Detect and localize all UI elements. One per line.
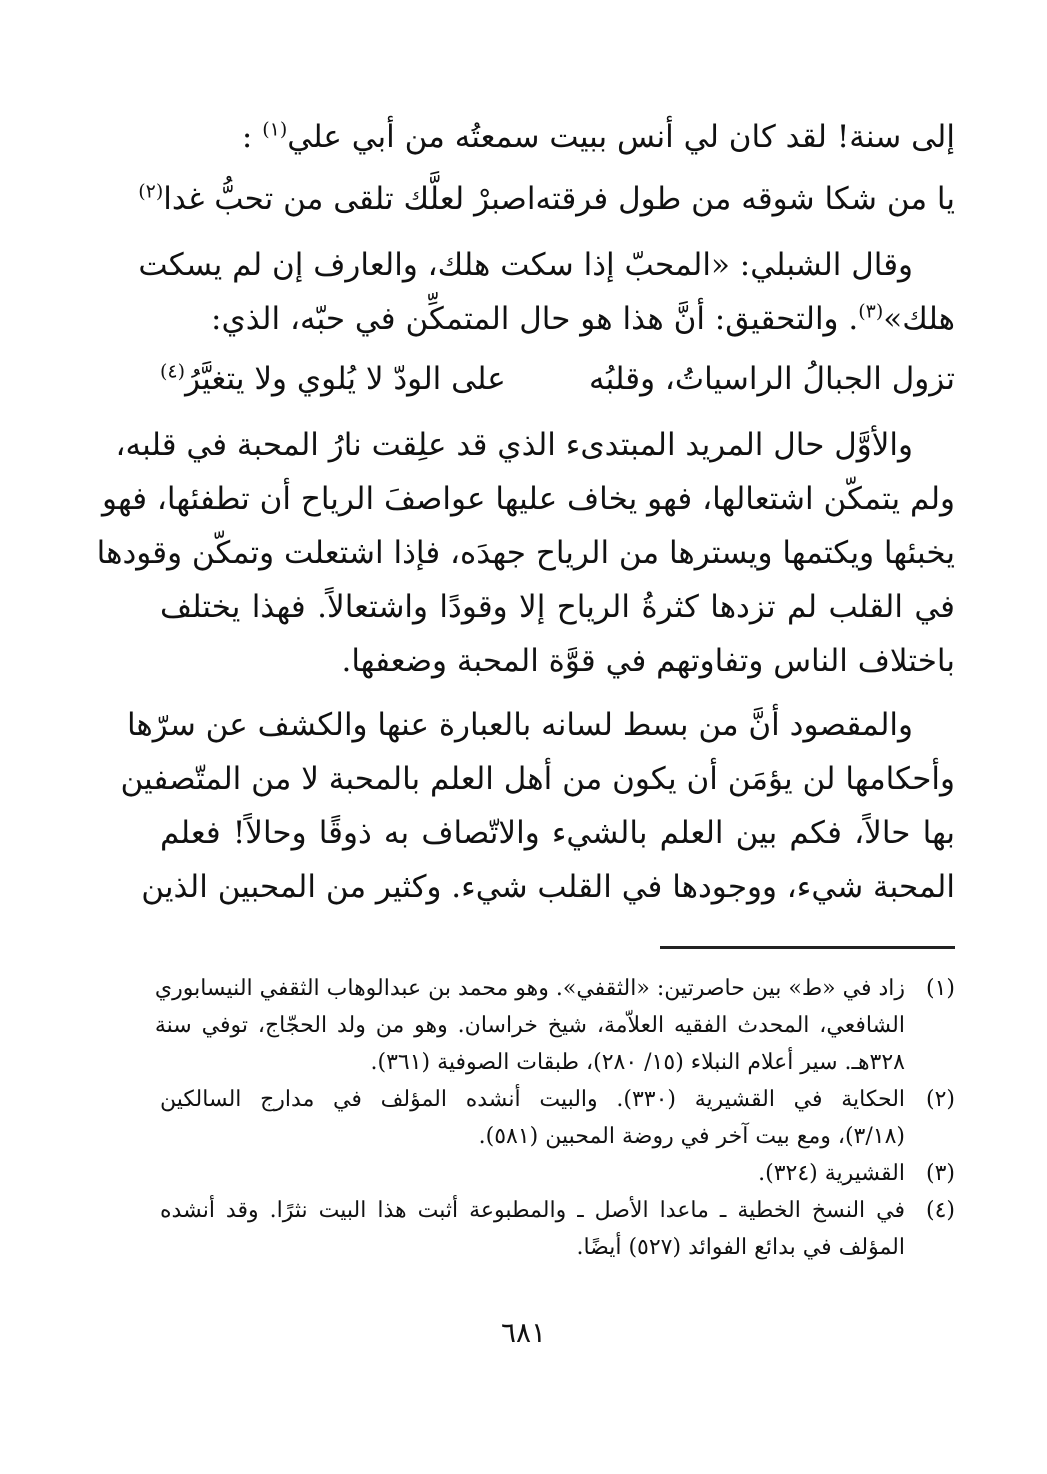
- para-3-line-3: بها حالاً، فكم بين العلم بالشيء والاتّصاف به ذوقًا وحالاً! فعلم: [160, 815, 955, 851]
- para-1-line-2: [160, 292, 955, 346]
- footnote-4: [160, 1192, 955, 1266]
- intro-text: إلى سنة! لقد كان لي أنس ببيت سمعتُه من أبي علي: [287, 119, 955, 155]
- footnote-1: [154, 970, 955, 1081]
- footnote-1-line-3: ٣٢٨هـ. سير أعلام النبلاء (١٥/ ٢٨٠)، طبقات الصوفية (٣٦١).: [370, 1050, 905, 1075]
- para-3-line-1: والمقصود أنَّ من بسط لسانه بالعبارة عنها والكشف عن سرّها: [126, 707, 913, 743]
- verse-1: [138, 172, 955, 226]
- footnote-4-number: (٤): [925, 1198, 955, 1223]
- verse-1-first-hemistich: يا من شكا شوقه من طول فرقته: [535, 181, 955, 217]
- para-2-line-3: يخبئها ويكتمها ويسترها من الرياح جهدَه، فإذا اشتعلت وتمكّن وقودها: [96, 535, 955, 571]
- footnotes: [154, 970, 955, 1266]
- footnote-2-line-2: (٣/١٨)، ومع بيت آخر في روضة المحبين (٥٨١).: [478, 1124, 905, 1149]
- footnote-ref-4[interactable]: (٤): [160, 360, 186, 383]
- footnote-ref-1[interactable]: (١): [262, 118, 288, 141]
- verse-2: [160, 352, 955, 406]
- para-1-line-2-end: . والتحقيق: أنَّ هذا هو حال المتمكِّن في حبّه، الذي:: [211, 301, 859, 337]
- footnote-1-line-2: الشافعي، المحدث الفقيه العلاّمة، شيخ خراسان. وهو من ولد الحجّاج، توفي سنة: [154, 1013, 905, 1038]
- footnote-1-line-1: زاد في «ط» بين حاصرتين: «الثقفي». وهو محمد بن عبدالوهاب الثقفي النيسابوري: [154, 976, 905, 1001]
- footnote-1-number: (١): [925, 976, 955, 1001]
- intro-line: [160, 110, 955, 164]
- footnote-divider: [660, 946, 955, 949]
- main-text: [96, 110, 955, 914]
- para-3-line-4: المحبة شيء، ووجودها في القلب شيء. وكثير من المحبين الذين: [141, 869, 955, 905]
- para-3-line-2: وأحكامها لن يؤمَن أن يكون من أهل العلم بالمحبة لا من المتّصفين: [120, 761, 955, 797]
- para-2-line-1: والأوَّل حال المريد المبتدىء الذي قد علِقت نارُ المحبة في قلبه،: [115, 427, 913, 463]
- footnote-2-body: [160, 1081, 905, 1155]
- verse-1-second-hemistich-wrap: [138, 172, 535, 226]
- footnote-3-body: [160, 1155, 905, 1192]
- para-2-line-2: ولم يتمكّن اشتعالها، فهو يخاف عليها عواصفَ الرياح أن تطفئها، فهو: [101, 481, 955, 517]
- page-number: ٦٨١: [500, 1316, 547, 1349]
- footnote-ref-2[interactable]: (٢): [138, 180, 164, 203]
- para-1-line-2-start: هلك»: [883, 301, 955, 337]
- verse-2-second-hemistich: على الودّ لا يُلوي ولا يتغيَّرُ: [185, 361, 506, 397]
- para-2-line-4: في القلب لم تزدها كثرةُ الرياح إلا وقودًا واشتعالاً. فهذا يختلف: [160, 589, 955, 625]
- footnote-ref-3[interactable]: (٣): [858, 300, 884, 323]
- paragraph-gap: [160, 688, 955, 698]
- footnote-3: [160, 1155, 955, 1192]
- para-1-line-1: وقال الشبلي: «المحبّ إذا سكت هلك، والعارف إن لم يسكت: [138, 247, 913, 283]
- verse-2-first-hemistich: تزول الجبالُ الراسياتُ، وقلبُه: [589, 361, 955, 397]
- footnote-3-line-1: القشيرية (٣٢٤).: [758, 1161, 905, 1186]
- verse-2-second-hemistich-wrap: [160, 352, 506, 406]
- verse-1-second-hemistich: اصبرْ لعلَّك تلقى من تحبُّ غدا: [163, 181, 536, 217]
- footnote-2-number: (٢): [925, 1087, 955, 1112]
- intro-colon: :: [241, 119, 263, 155]
- footnote-2-line-1: الحكاية في القشيرية (٣٣٠). والبيت أنشده المؤلف في مدارج السالكين: [160, 1087, 906, 1112]
- footnote-4-line-1: في النسخ الخطية ـ ماعدا الأصل ـ والمطبوعة أثبت هذا البيت نثرًا. وقد أنشده: [160, 1198, 905, 1223]
- para-2-line-5: باختلاف الناس وتفاوتهم في قوَّة المحبة وضعفها.: [341, 643, 955, 679]
- footnote-3-number: (٣): [925, 1161, 955, 1186]
- footnote-4-line-2: المؤلف في بدائع الفوائد (٥٢٧) أيضًا.: [576, 1235, 905, 1260]
- footnote-2: [160, 1081, 955, 1155]
- footnote-4-body: [160, 1192, 905, 1266]
- footnote-1-body: [155, 970, 905, 1081]
